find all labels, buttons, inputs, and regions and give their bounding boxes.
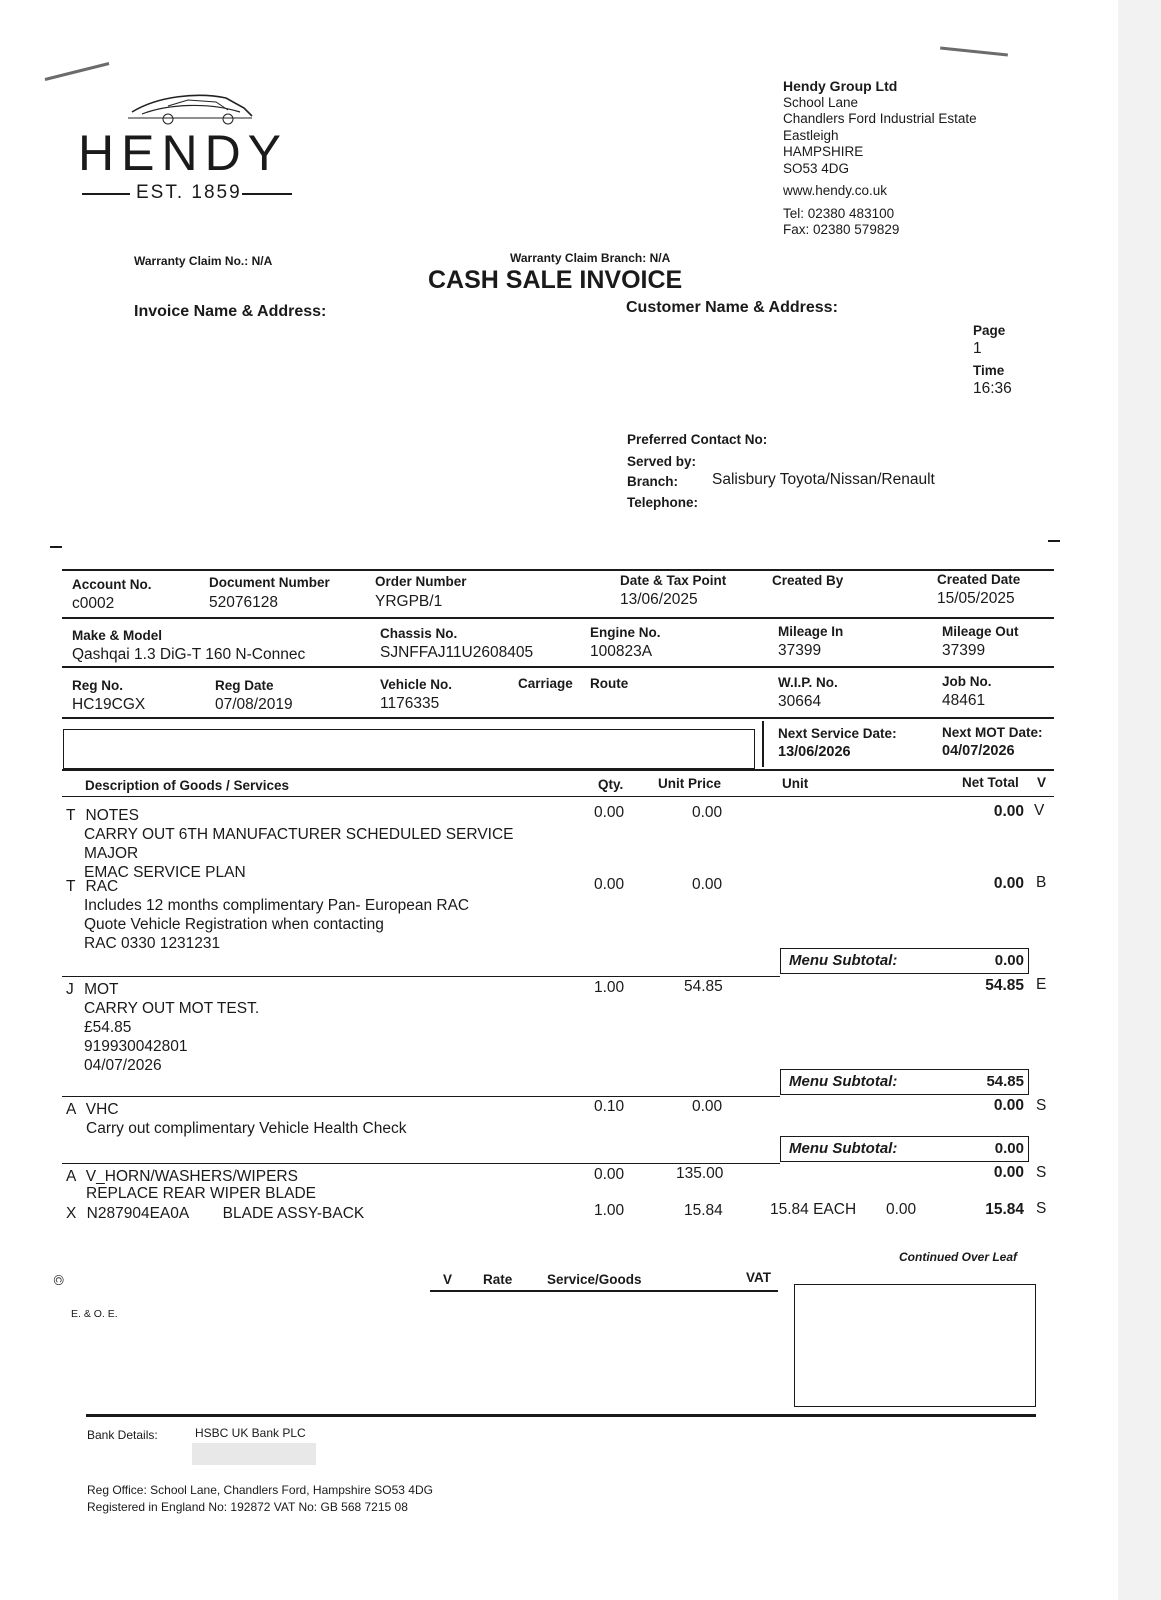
scan-mark (45, 62, 110, 81)
table-header-bottom-rule (62, 796, 1054, 797)
item-unit-price: 0.00 (692, 804, 723, 821)
item-vat-code: B (1036, 874, 1047, 891)
item-title: NOTES (85, 807, 139, 824)
menu-subtotal-box (780, 948, 1029, 974)
item-line: REPLACE REAR WIPER BLADE (86, 1185, 316, 1202)
section-rule (62, 1163, 780, 1164)
reg-date-value: 07/08/2019 (215, 696, 293, 713)
carriage-label: Carriage (518, 676, 573, 691)
item-line: EMAC SERVICE PLAN (84, 864, 246, 881)
item-code: T (66, 807, 76, 824)
details-rule (62, 666, 1054, 668)
item-qty: 0.10 (594, 1098, 625, 1115)
item-line: £54.85 (84, 1019, 132, 1036)
col-v: V (1037, 775, 1047, 790)
engine-no-value: 100823A (590, 643, 653, 660)
logo-rule-right (242, 193, 292, 195)
part-number: N287904EA0A (86, 1205, 189, 1222)
item-line: 04/07/2026 (84, 1057, 162, 1074)
item-qty: 0.00 (594, 1166, 625, 1183)
item-code: T (66, 878, 76, 895)
reg-no-label: Reg No. (72, 678, 124, 693)
line-item-notes (66, 806, 514, 882)
make-model-label: Make & Model (72, 628, 163, 643)
item-line: Carry out complimentary Vehicle Health Check (86, 1120, 407, 1137)
created-date-value: 15/05/2025 (937, 590, 1015, 607)
branch-label: Branch: (627, 474, 679, 489)
order-number-label: Order Number (375, 574, 467, 589)
bank-details-value: HSBC UK Bank PLC (195, 1426, 306, 1440)
job-no-label: Job No. (942, 674, 992, 689)
col-net-total: Net Total (962, 775, 1019, 790)
item-line: CARRY OUT 6TH MANUFACTURER SCHEDULED SERVICE (84, 826, 514, 843)
menu-subtotal-value: 0.00 (994, 952, 1024, 969)
invoice-name-label: Invoice Name & Address: (134, 303, 327, 320)
details-rule (62, 717, 1054, 719)
vat-col-service-goods: Service/Goods (547, 1272, 642, 1287)
menu-subtotal-value: 0.00 (994, 1140, 1024, 1157)
item-unit-price: 0.00 (692, 876, 723, 893)
item-discount: 0.00 (886, 1201, 917, 1218)
vehicle-no-value: 1176335 (380, 695, 440, 712)
engine-no-label: Engine No. (590, 625, 661, 640)
item-net: 54.85 (985, 977, 1024, 994)
date-tax-point-value: 13/06/2025 (620, 591, 698, 608)
account-no-label: Account No. (72, 577, 152, 592)
item-unit: 15.84 EACH (770, 1201, 857, 1218)
address-line: School Lane (783, 94, 859, 110)
item-code: J (66, 981, 74, 998)
copyright-icon: © (51, 1274, 68, 1286)
reg-date-label: Reg Date (215, 678, 274, 693)
col-unit: Unit (782, 776, 809, 791)
item-code: X (66, 1205, 77, 1222)
make-model-value: Qashqai 1.3 DiG-T 160 N-Connec (72, 646, 306, 663)
document-number-label: Document Number (209, 575, 330, 590)
vat-col-vat: VAT (746, 1270, 771, 1285)
item-code: A (66, 1101, 76, 1118)
customer-name-label: Customer Name & Address: (626, 299, 838, 316)
item-line: 919930042801 (84, 1038, 188, 1055)
item-net: 0.00 (993, 1097, 1024, 1114)
mileage-in-label: Mileage In (778, 624, 844, 639)
footer-rule (86, 1414, 1036, 1417)
item-unit-price: 15.84 (684, 1202, 723, 1219)
company-name: Hendy Group Ltd (783, 78, 898, 94)
item-vat-code: S (1036, 1097, 1047, 1114)
reg-no-value: HC19CGX (72, 696, 146, 713)
item-vat-code: V (1034, 802, 1045, 819)
vat-col-rate: Rate (483, 1272, 513, 1287)
next-service-label: Next Service Date: (778, 726, 897, 741)
company-logo-est: EST. 1859 (136, 182, 242, 203)
continued-over-leaf: Continued Over Leaf (899, 1250, 1018, 1264)
vehicle-no-label: Vehicle No. (380, 677, 453, 692)
mileage-out-label: Mileage Out (942, 624, 1019, 639)
telephone-label: Telephone: (627, 495, 699, 510)
wip-no-value: 30664 (778, 693, 822, 710)
item-line: CARRY OUT MOT TEST. (84, 1000, 260, 1017)
menu-subtotal-label: Menu Subtotal: (789, 1073, 898, 1090)
company-logo-wordmark: HENDY (78, 125, 289, 181)
company-fax: Fax: 02380 579829 (783, 222, 900, 237)
menu-subtotal-label: Menu Subtotal: (789, 1140, 898, 1157)
item-vat-code: S (1036, 1164, 1047, 1181)
created-date-label: Created Date (937, 572, 1021, 587)
item-title: V_HORN/WASHERS/WIPERS (85, 1168, 298, 1185)
eoe-note: E. & O. E. (71, 1308, 118, 1320)
item-qty: 1.00 (594, 979, 625, 996)
details-top-rule (62, 569, 1054, 571)
section-rule (62, 976, 780, 977)
mileage-out-value: 37399 (942, 642, 986, 659)
redacted-bank-details (192, 1443, 316, 1465)
company-tel: Tel: 02380 483100 (783, 205, 895, 221)
item-vat-code: E (1036, 976, 1047, 993)
item-net: 0.00 (993, 875, 1024, 892)
route-label: Route (590, 676, 629, 691)
warranty-claim-branch: Warranty Claim Branch: N/A (510, 251, 671, 265)
menu-subtotal-label: Menu Subtotal: (789, 952, 898, 969)
reg-office: Reg Office: School Lane, Chandlers Ford, Hampshire SO53 4DG (87, 1483, 433, 1497)
created-by-label: Created By (772, 573, 844, 588)
item-qty: 1.00 (594, 1202, 625, 1219)
address-line: Eastleigh (783, 127, 839, 143)
address-line: Chandlers Ford Industrial Estate (783, 111, 977, 126)
section-rule (62, 1096, 780, 1097)
scan-mark (940, 46, 1008, 56)
item-code: A (66, 1168, 76, 1185)
item-qty: 0.00 (594, 804, 625, 821)
next-mot-value: 04/07/2026 (942, 743, 1015, 759)
vat-col-v: V (443, 1272, 453, 1287)
item-unit-price: 54.85 (684, 978, 723, 995)
item-unit-price: 0.00 (692, 1098, 723, 1115)
details-rule (62, 617, 1054, 619)
line-item-rac (66, 877, 469, 953)
line-item-vhc (66, 1100, 406, 1138)
address-line: HAMPSHIRE (783, 144, 864, 159)
served-by-label: Served by: (627, 454, 697, 469)
notes-box (63, 729, 755, 769)
logo-rule-left (82, 193, 130, 195)
item-net: 0.00 (993, 803, 1024, 820)
bank-details-label: Bank Details: (87, 1428, 158, 1442)
item-qty: 0.00 (594, 876, 625, 893)
margin-tick (1048, 540, 1060, 542)
page-label: Page (973, 323, 1006, 338)
chassis-no-value: SJNFFAJ11U2608405 (380, 644, 534, 661)
service-box-left-rule (762, 721, 764, 767)
item-title: VHC (85, 1101, 119, 1118)
car-logo-icon (128, 86, 256, 126)
address-line: SO53 4DG (783, 160, 850, 176)
item-net: 15.84 (985, 1201, 1024, 1218)
part-description: BLADE ASSY-BACK (222, 1205, 365, 1222)
item-line: Includes 12 months complimentary Pan- European RAC (84, 897, 470, 914)
company-website: www.hendy.co.uk (783, 183, 888, 198)
menu-subtotal-value: 54.85 (986, 1073, 1024, 1090)
chassis-no-label: Chassis No. (380, 626, 458, 641)
col-qty: Qty. (598, 777, 624, 792)
scan-edge (1118, 0, 1161, 1600)
account-no-value: c0002 (72, 595, 115, 612)
col-description: Description of Goods / Services (85, 778, 290, 793)
item-unit-price: 135.00 (676, 1165, 724, 1182)
item-line: MAJOR (84, 845, 139, 862)
next-service-value: 13/06/2026 (778, 744, 851, 760)
menu-subtotal-box (780, 1136, 1029, 1162)
order-number-value: YRGPB/1 (375, 593, 443, 610)
line-item-horn-washers-wipers (66, 1167, 316, 1202)
item-title: RAC (85, 878, 119, 895)
margin-tick (50, 546, 62, 548)
date-tax-point-label: Date & Tax Point (620, 573, 727, 588)
table-header-top-rule (62, 769, 1054, 771)
next-mot-label: Next MOT Date: (942, 725, 1043, 740)
company-address (783, 78, 977, 239)
vat-header-rule (430, 1290, 778, 1292)
warranty-claim-no: Warranty Claim No.: N/A (134, 254, 273, 268)
item-line: RAC 0330 1231231 (84, 935, 221, 952)
item-net: 0.00 (993, 1164, 1024, 1181)
item-title: MOT (84, 981, 119, 998)
time-value: 16:36 (973, 380, 1012, 397)
job-no-value: 48461 (942, 692, 986, 709)
item-line: Quote Vehicle Registration when contacting (84, 916, 384, 933)
branch-value: Salisbury Toyota/Nissan/Renault (712, 471, 935, 488)
page-number: 1 (973, 340, 982, 357)
line-item-part (66, 1204, 364, 1223)
item-vat-code: S (1036, 1200, 1047, 1217)
totals-box (794, 1284, 1036, 1407)
registered-info: Registered in England No: 192872 VAT No: GB 568 7215 08 (87, 1500, 408, 1514)
page-title: CASH SALE INVOICE (428, 266, 683, 294)
document-number-value: 52076128 (209, 594, 278, 611)
preferred-contact-label: Preferred Contact No: (627, 432, 768, 447)
col-unit-price: Unit Price (658, 776, 722, 791)
line-item-mot (66, 980, 259, 1075)
menu-subtotal-box (780, 1069, 1029, 1095)
wip-no-label: W.I.P. No. (778, 675, 838, 690)
mileage-in-value: 37399 (778, 642, 822, 659)
time-label: Time (973, 363, 1005, 378)
